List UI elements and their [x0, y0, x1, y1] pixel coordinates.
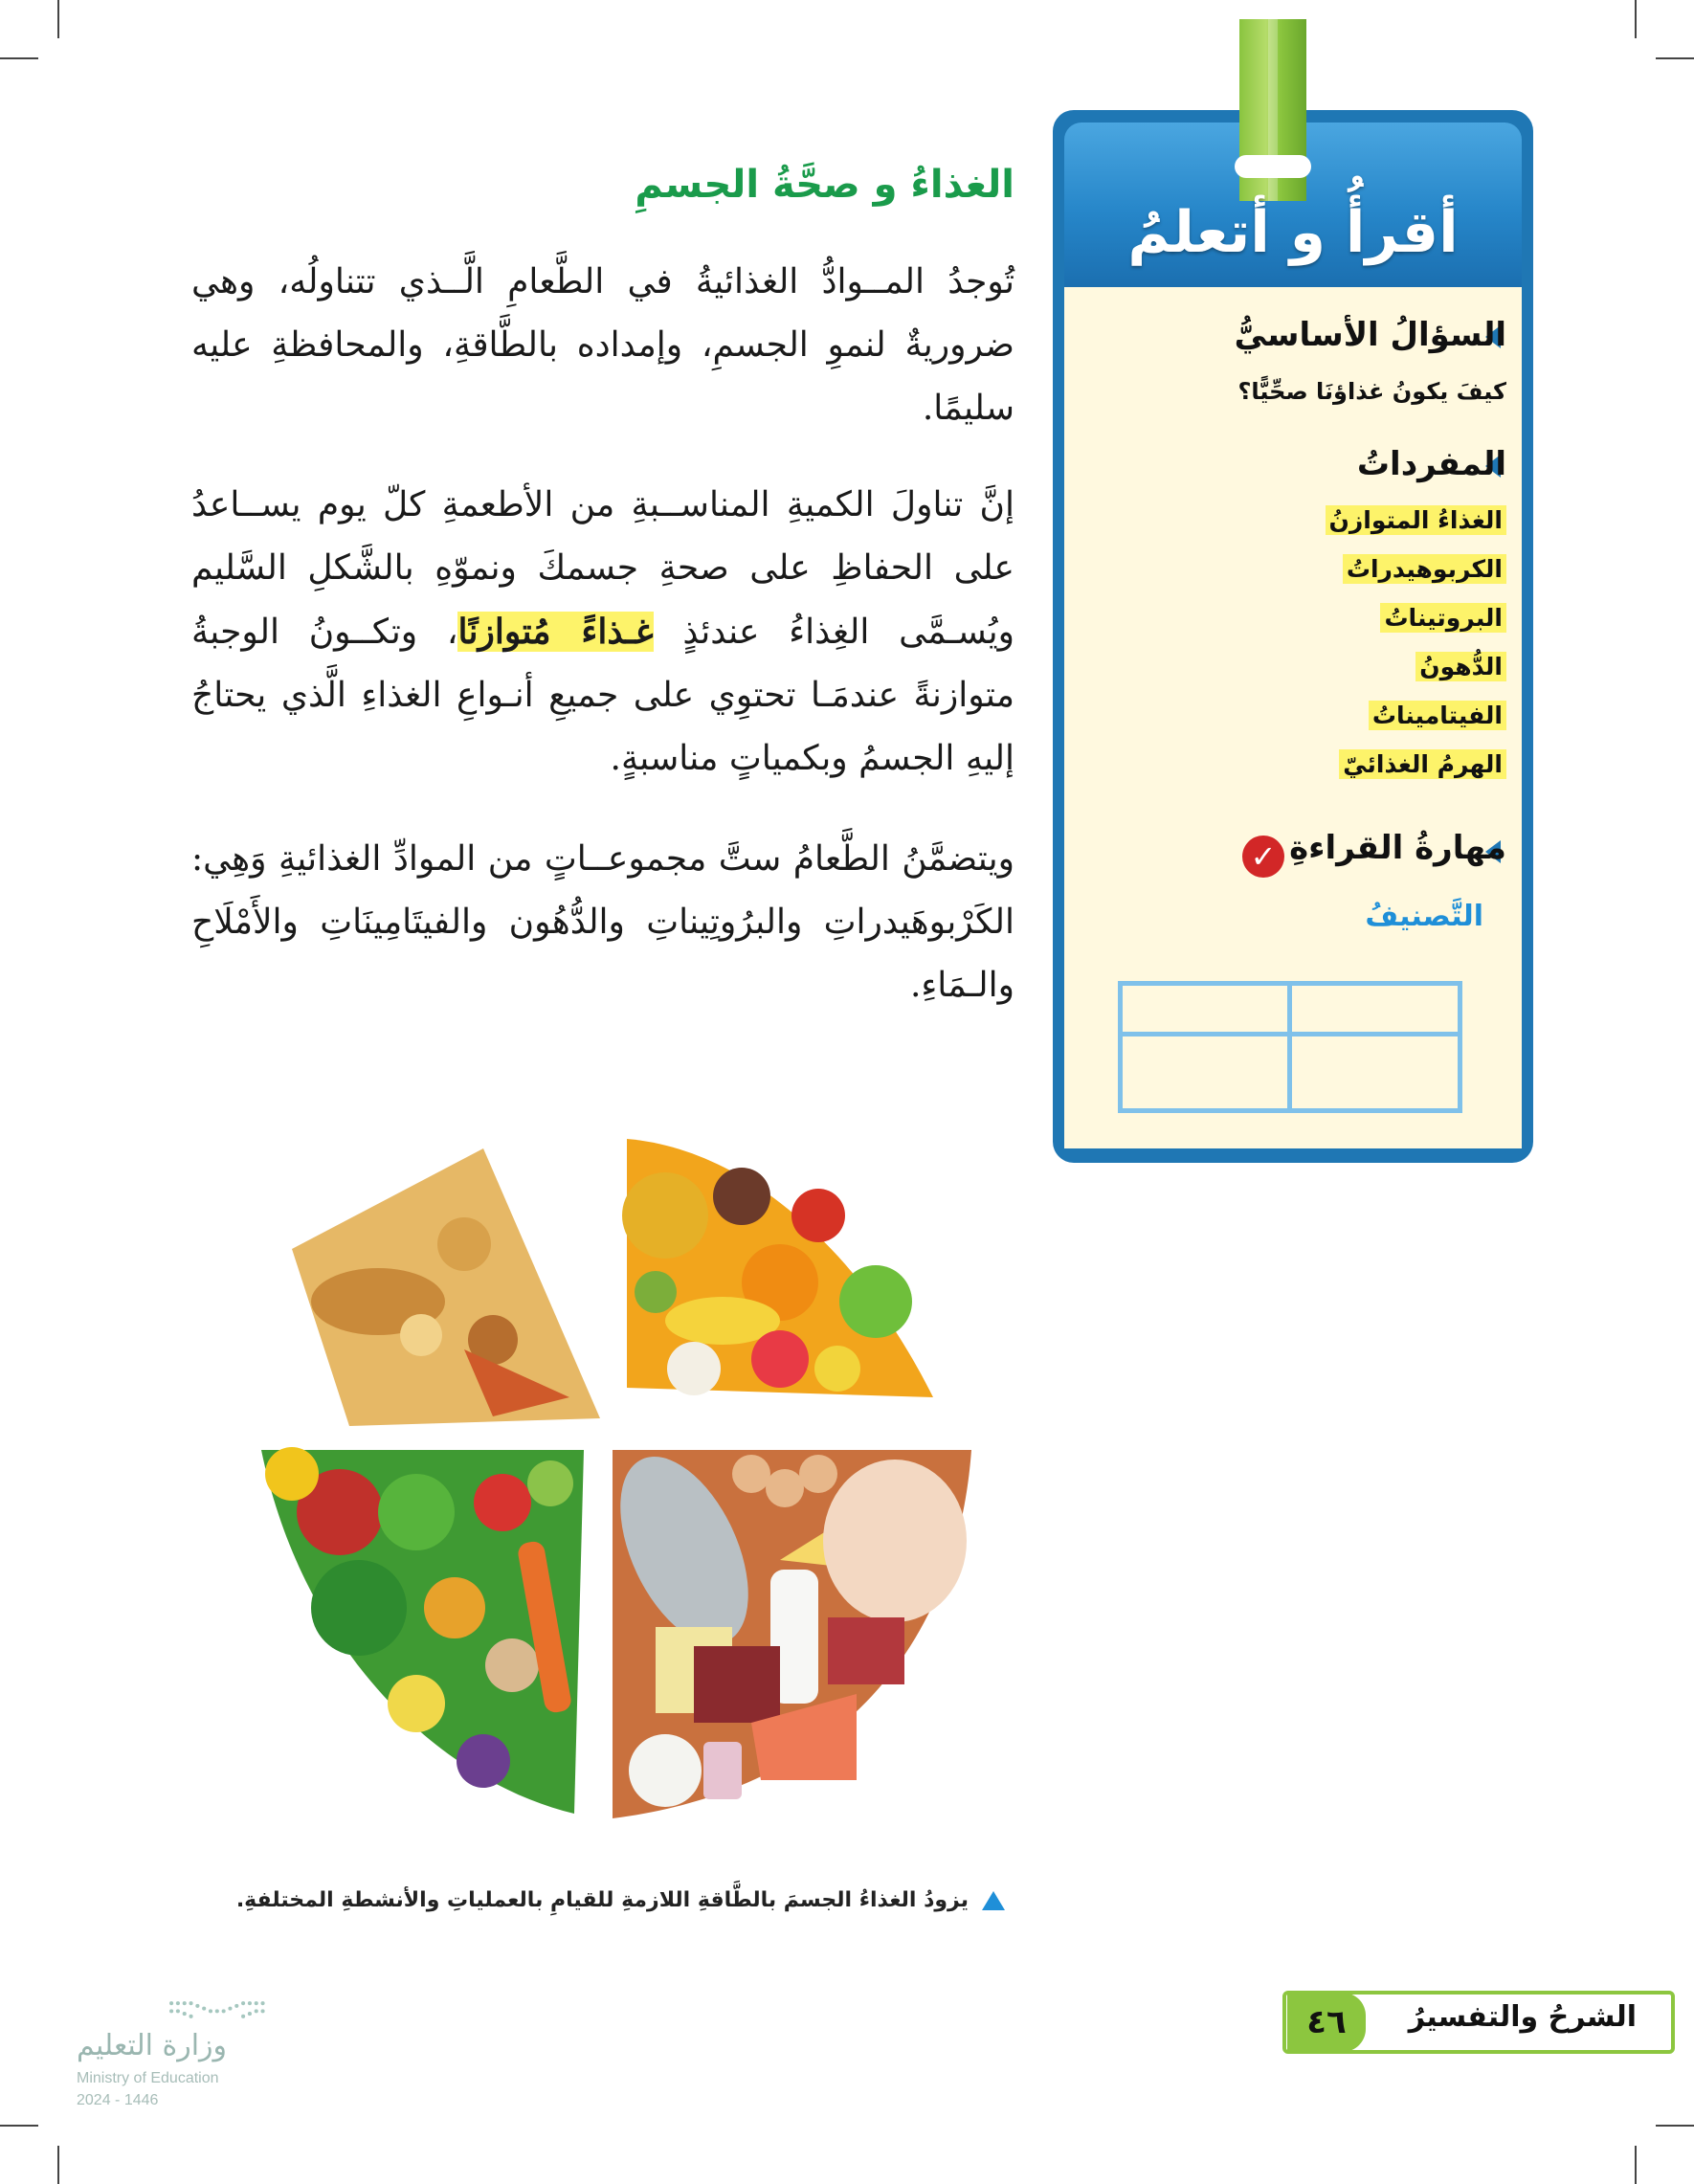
page-number: ٤٦	[1287, 1993, 1366, 2052]
crop-mark	[1635, 0, 1637, 38]
vocabulary-list	[1326, 505, 1506, 798]
crop-mark	[1635, 2146, 1637, 2184]
edition-year: 2024 - 1446	[77, 2092, 159, 2108]
vocab-item: الهرمُ الغذائيّ	[1339, 749, 1506, 779]
paragraph-2-start: إنَّ تناولَ الكميةِ المناســبةِ من الأطعمةِ كلّ يوم يســاعدُ على الحفاظِ على صحةِ جسمكَ ونموّهِ بالشَّكلِ السَّليم ويُسـمَّى الغِذاءُ عندئذٍ	[191, 485, 1014, 652]
food-groups-plate-image	[244, 1110, 981, 1838]
crop-mark	[1656, 2125, 1694, 2127]
caption-arrow-icon	[982, 1891, 1005, 1910]
crop-mark	[57, 2146, 59, 2184]
classification-grid	[1118, 981, 1462, 1113]
checkmark-icon: ✓	[1242, 836, 1284, 878]
card-title: أقرأُ و أتعلمُ	[1127, 199, 1459, 266]
reading-skill-name: التَّصنيفُ	[1365, 900, 1483, 933]
vocabulary-heading: المفرداتُ	[1356, 445, 1506, 483]
lesson-title: الغذاءُ و صحَّةُ الجسمِ	[635, 163, 1014, 207]
vocab-item: الدُّهونُ	[1415, 652, 1506, 681]
card-hole	[1235, 155, 1311, 178]
ministry-logo-icon	[167, 1993, 311, 2027]
crop-mark	[57, 0, 59, 38]
crop-mark	[0, 57, 38, 59]
vocab-item: الفيتاميناتُ	[1369, 701, 1506, 730]
caption-text: يزودُ الغذاءُ الجسمَ بالطَّاقةِ اللازمةِ للقيامِ بالعملياتِ والأنشطةِ المختلفةِ.	[235, 1888, 969, 1912]
paragraph-2-end: ، وتكــونُ الوجبةُ متوازنةً عندمَـا تحتوِي على جميعِ أنـواعِ الغذاءِ الَّذي يحتاجُ إليهِ الجسمُ وبكمياتٍ مناسبةٍ.	[191, 613, 1014, 778]
vocab-item: الغذاءُ المتوازنُ	[1326, 505, 1506, 535]
paragraph-2	[191, 474, 1014, 791]
reading-skill-heading: مهارةُ القراءةِ	[1289, 829, 1506, 867]
essential-question-heading: السؤالُ الأساسيُّ	[1234, 316, 1506, 354]
ministry-name-english: Ministry of Education	[77, 2070, 219, 2086]
ministry-name-arabic: وزارة التعليم	[77, 2029, 228, 2062]
balanced-diet-highlight: غـذاءً مُتوازنًا	[457, 612, 654, 652]
image-caption	[236, 1888, 1005, 1912]
paragraph-1: تُوجدُ المــوادُّ الغذائيةُ في الطَّعامِ الَّــذي تتناولُه، وهي ضروريةٌ لنموِ الجسمِ، وإمداده بالطَّاقةِ، والمحافظةِ عليه سليمًا.	[191, 262, 1014, 428]
crop-mark	[1656, 57, 1694, 59]
footer-section-label: الشرحُ والتفسيرُ	[1408, 2000, 1637, 2034]
paragraph-3: ويتضمَّنُ الطَّعامُ ستَّ مجموعــاتٍ من الموادِّ الغذائيةِ وَهِي: الكَرْبوهَيدراتِ والبرُوتِيناتِ والدُّهُون والفيتَامِينَاتِ والأَمْلَاحِ والـمَاءِ.	[191, 839, 1014, 1005]
vocab-item: الكربوهيدراتُ	[1343, 554, 1506, 584]
vocab-item: البروتيناتُ	[1380, 603, 1506, 633]
crop-mark	[0, 2125, 38, 2127]
essential-question-text: كيفَ يكونُ غذاؤنَا صحِّيًّا؟	[1237, 378, 1506, 405]
